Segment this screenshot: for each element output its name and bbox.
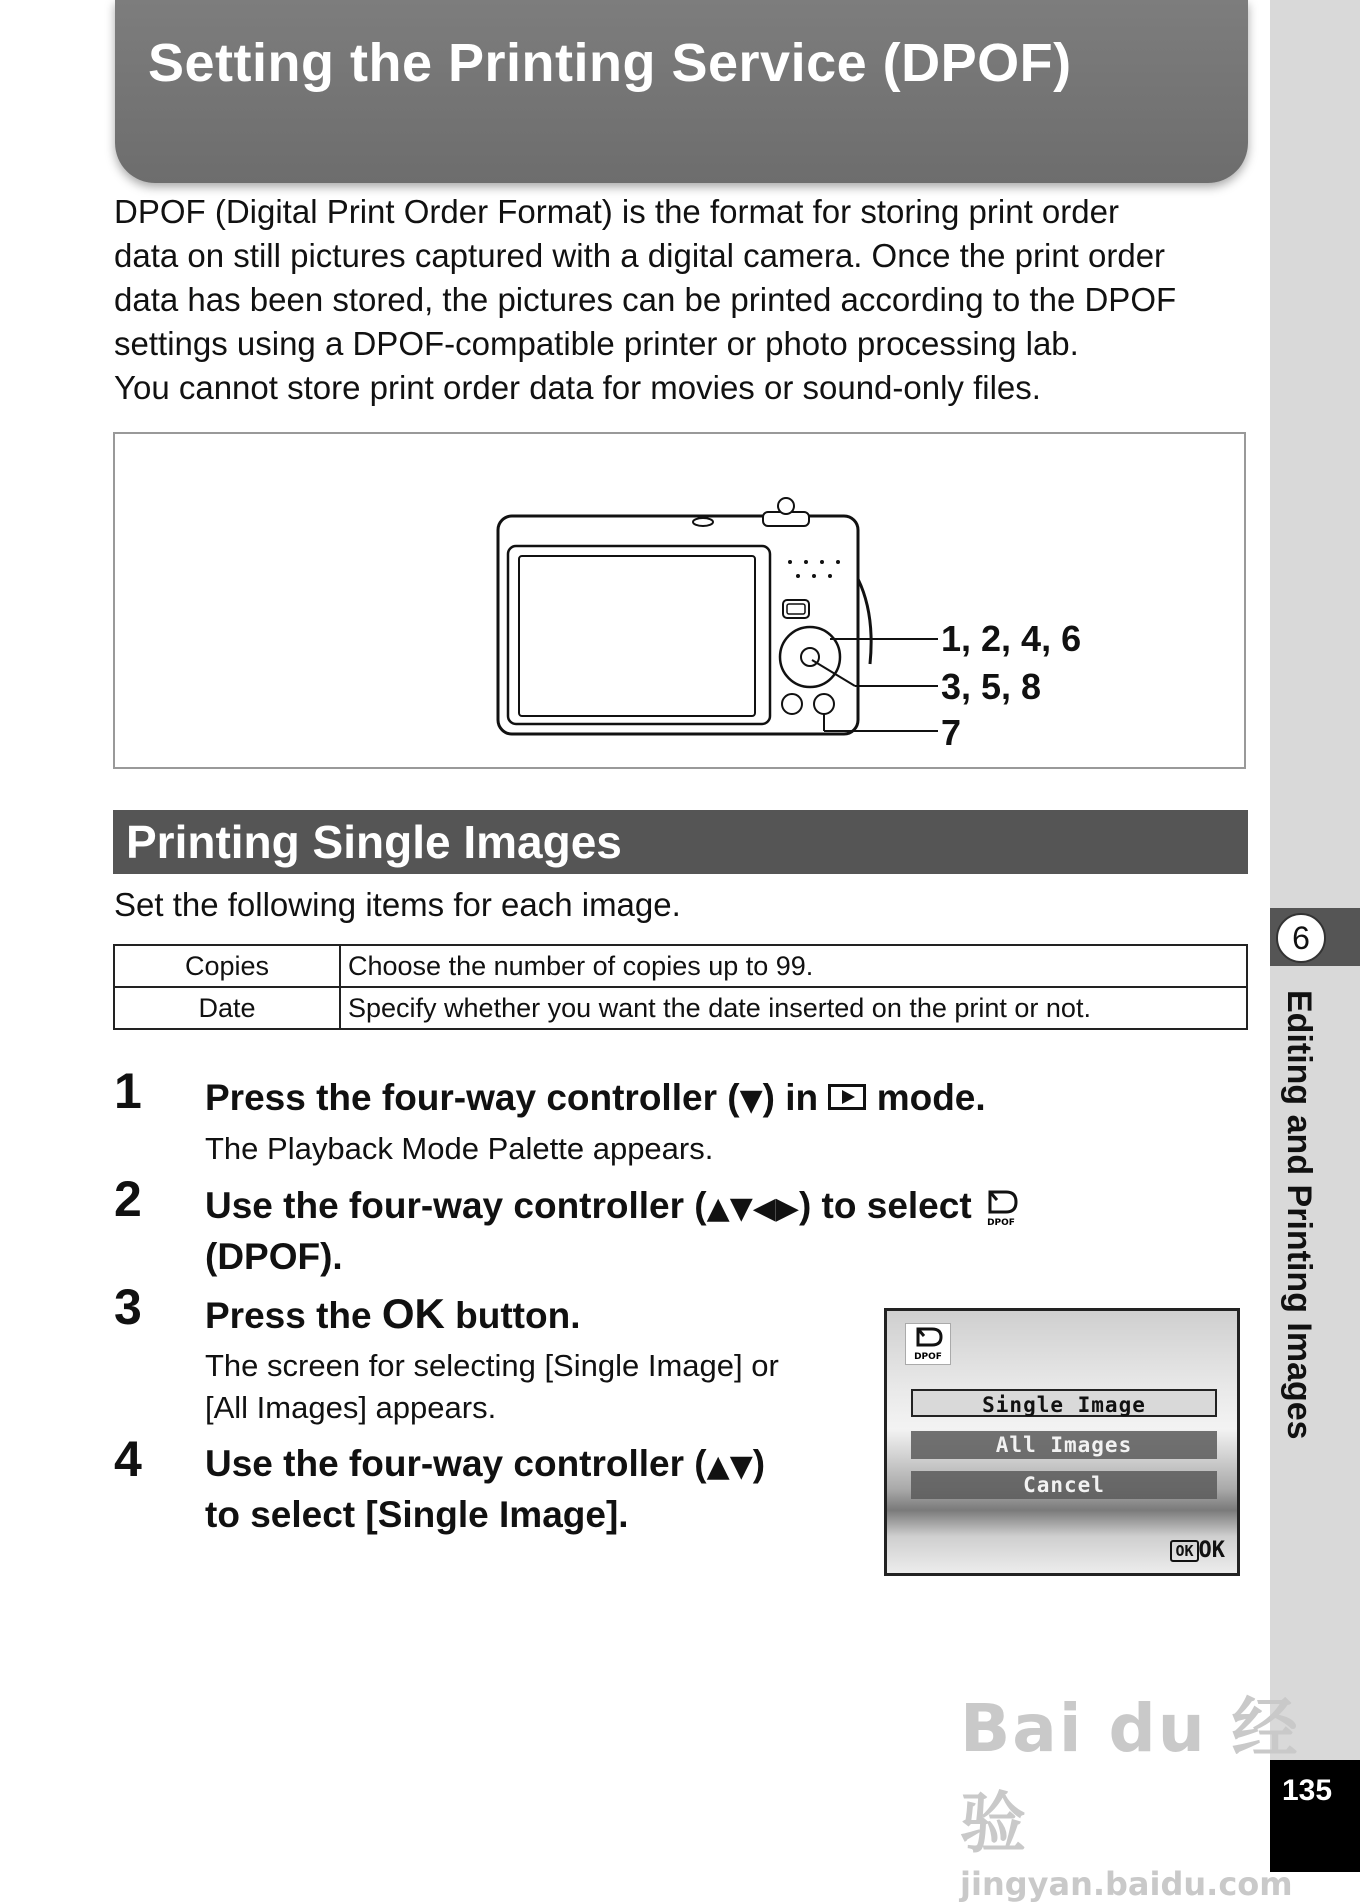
step-text: )	[752, 1443, 766, 1484]
settings-table	[113, 944, 1248, 1030]
ok-button-icon: OK	[1170, 1540, 1198, 1562]
arrow-icons: ▼	[739, 1083, 763, 1118]
intro-line: settings using a DPOF-compatible printer or photo processing lab.	[114, 325, 1079, 362]
step-2-title	[205, 1182, 1165, 1281]
intro-line: DPOF (Digital Print Order Format) is the format for storing print order	[114, 193, 1119, 230]
step-desc-line: The screen for selecting [Single Image] or	[205, 1348, 779, 1383]
intro-line: data has been stored, the pictures can be printed according to the DPOF	[114, 281, 1177, 318]
step-text: ) to select	[798, 1185, 972, 1226]
section-title: Printing Single Images	[126, 816, 622, 868]
step-text: Press the four-way controller (	[205, 1077, 740, 1118]
arrow-icons: ▲▼◀▶	[706, 1191, 799, 1226]
step-number: 2	[114, 1171, 142, 1227]
step-3-desc	[205, 1345, 779, 1429]
intro-line: You cannot store print order data for movies or sound-only files.	[114, 369, 1041, 406]
watermark	[960, 1675, 1360, 1903]
step-text: Press the	[205, 1295, 372, 1336]
svg-text:DPOF: DPOF	[987, 1218, 1015, 1229]
page-title: Setting the Printing Service (DPOF)	[148, 33, 1072, 93]
chapter-title-wrap	[1280, 990, 1360, 1440]
step-1-title	[205, 1074, 986, 1125]
lcd-option-cancel[interactable]: Cancel	[911, 1471, 1217, 1499]
section-intro: Set the following items for each image.	[114, 886, 681, 923]
watermark-url: jingyan.baidu.com	[960, 1865, 1293, 1903]
step-text: to select [Single Image].	[205, 1494, 629, 1535]
table-row	[114, 987, 1247, 1029]
camera-figure	[113, 432, 1246, 769]
figure-label-ok-button: 3, 5, 8	[941, 666, 1042, 707]
playback-mode-icon	[828, 1084, 866, 1110]
step-text: mode.	[876, 1077, 986, 1118]
table-desc: Choose the number of copies up to 99.	[340, 945, 1247, 987]
watermark-logo: Bai du 经验	[960, 1690, 1300, 1862]
lcd-option-single-image[interactable]: Single Image	[911, 1389, 1217, 1417]
step-number: 4	[114, 1431, 142, 1487]
arrow-icons: ▲▼	[706, 1449, 753, 1484]
step-text: Use the four-way controller (	[205, 1185, 707, 1226]
chapter-number: 6	[1276, 913, 1326, 963]
step-desc-line: [All Images] appears.	[205, 1390, 497, 1425]
lcd-ok-label: OK	[1198, 1538, 1225, 1563]
step-number: 1	[114, 1063, 142, 1119]
step-3-title	[205, 1290, 580, 1340]
intro-line: data on still pictures captured with a digital camera. Once the print order	[114, 237, 1166, 274]
table-desc: Specify whether you want the date inserted on the print or not.	[340, 987, 1247, 1029]
step-4-title	[205, 1440, 765, 1539]
chapter-title: Editing and Printing Images	[1280, 990, 1318, 1440]
dpof-icon	[905, 1323, 951, 1365]
step-text: (DPOF).	[205, 1236, 343, 1277]
table-item: Copies	[114, 945, 340, 987]
dpof-icon	[982, 1188, 1020, 1228]
figure-label-controller: 1, 2, 4, 6	[941, 618, 1082, 659]
step-text: button.	[455, 1295, 581, 1336]
step-text: ) in	[762, 1077, 819, 1118]
figure-label-menu-button: 7	[941, 712, 962, 753]
dpof-icon-label: DPOF	[914, 1352, 942, 1362]
ok-button-icon: OK	[381, 1290, 445, 1337]
table-row	[114, 945, 1247, 987]
lcd-option-all-images[interactable]: All Images	[911, 1431, 1217, 1459]
table-item: Date	[114, 987, 340, 1029]
step-number: 3	[114, 1279, 142, 1335]
camera-lcd-screen	[884, 1308, 1240, 1576]
camera-back-illustration	[115, 434, 1248, 771]
intro-paragraph	[114, 190, 1254, 410]
step-text: Use the four-way controller (	[205, 1443, 707, 1484]
lcd-ok-hint	[1170, 1538, 1225, 1563]
page-number: 135	[1282, 1774, 1333, 1807]
step-1-desc: The Playback Mode Palette appears.	[205, 1131, 714, 1166]
